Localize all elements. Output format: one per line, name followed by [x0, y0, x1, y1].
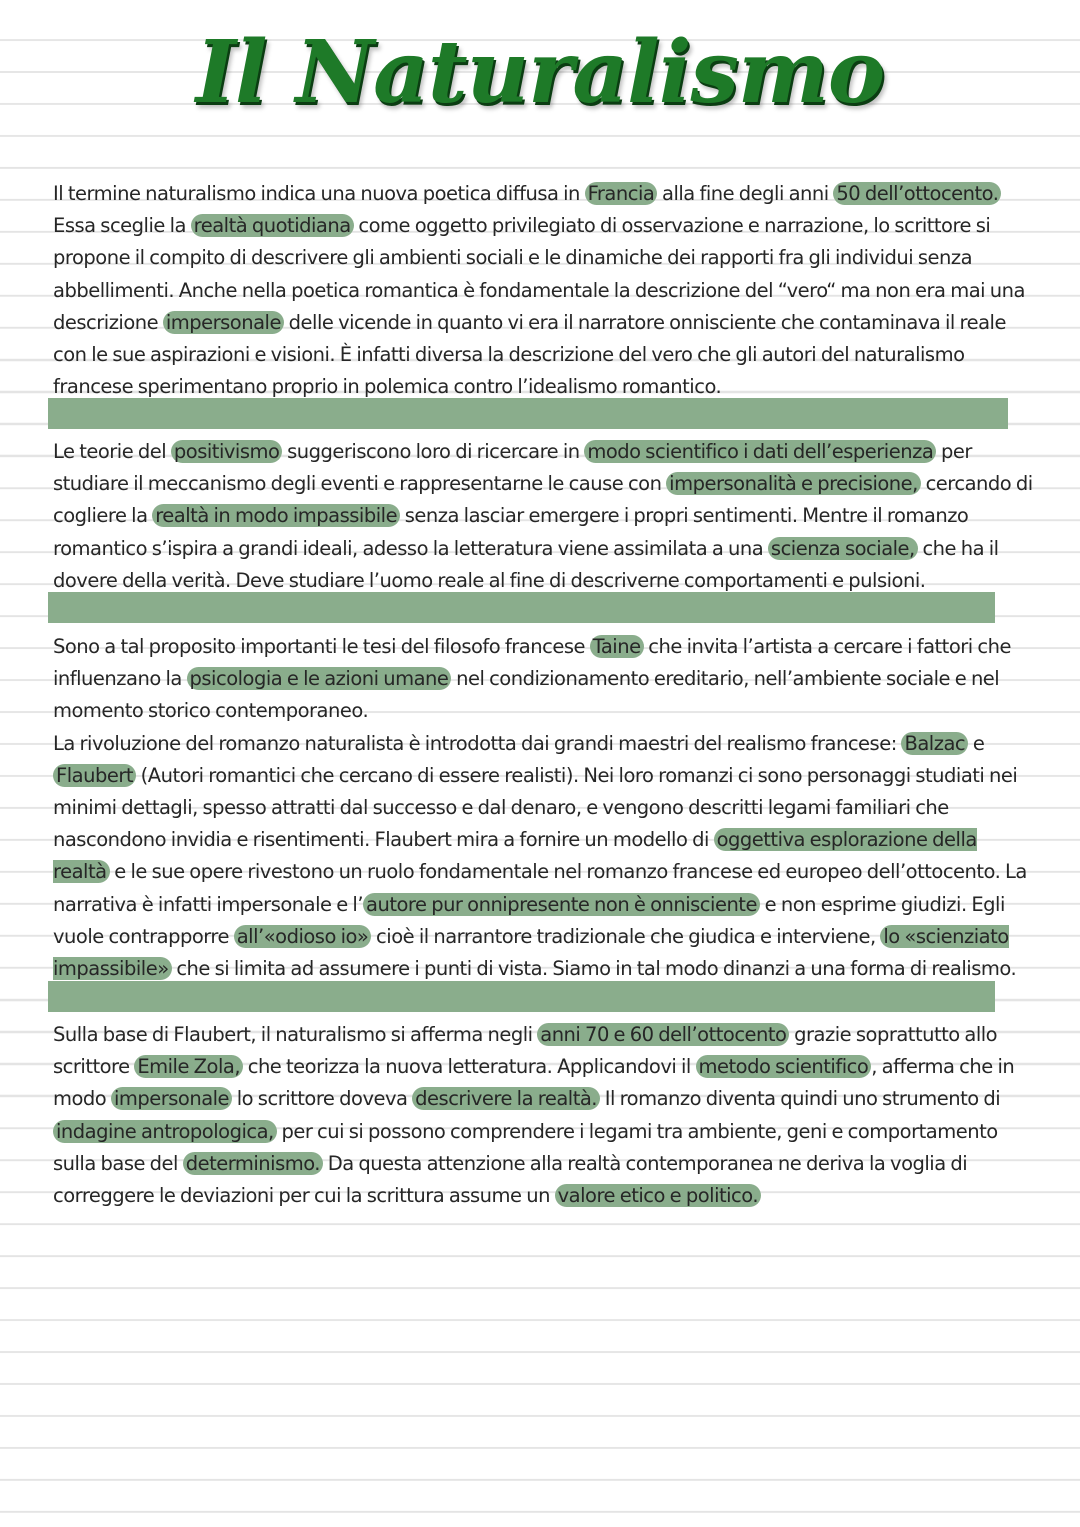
highlighted-term: metodo scientifico — [696, 1055, 872, 1078]
paragraph-positivismo — [53, 436, 1033, 597]
highlighted-term: impersonale — [111, 1087, 232, 1110]
highlighted-term: valore etico e politico. — [555, 1184, 761, 1207]
paragraph-taine-flaubert — [53, 631, 1033, 985]
highlighted-term: 50 dell’ottocento. — [833, 182, 1001, 205]
text-run: La rivoluzione del romanzo naturalista è introdotta dai grandi maestri del realismo francese: — [53, 731, 902, 755]
highlighted-term: oggettiva esplorazione della realtà — [53, 828, 977, 884]
text-run: lo scrittore doveva — [232, 1087, 413, 1111]
highlighted-term: modo scientifico i dati dell’esperienza — [584, 440, 936, 463]
highlighted-term: Balzac — [901, 732, 968, 755]
text-run: (Autori romantici che cercano di essere realisti). Nei loro romanzi ci sono personaggi studiati nei minimi dettagli, spesso attratti dal successo e dal denaro, e vengono descritti legami familiari che nascondono invidia e risentimenti. Flaubert mira a fornire un modello di — [53, 763, 1018, 852]
highlighted-term: scienza sociale, — [768, 537, 918, 560]
text-run: come oggetto privilegiato di osservazione e narrazione, lo scrittore si propone il compito di descrivere gli ambienti sociali e le dinamiche dei rapporti fra gli individui senza abbellimenti. Anche nella poetica romantica è fondamentale la descrizione del “vero“ ma non era mai una descrizione — [53, 214, 1025, 334]
highlighted-term: Francia — [585, 182, 658, 205]
highlighted-term: impersonalità e precisione, — [666, 472, 921, 495]
text-run: Essa sceglie la — [53, 214, 191, 238]
paragraph-intro — [53, 178, 1033, 403]
text-run: che teorizza la nuova letteratura. Applicandovi il — [243, 1055, 696, 1079]
text-run: che si limita ad assumere i punti di vista. Siamo in tal modo dinanzi a una forma di realismo. — [171, 957, 1017, 981]
text-run: e non esprime giudizi. Egli vuole contrapporre — [53, 892, 1005, 948]
text-run: delle vicende in quanto vi era il narratore onnisciente che contaminava il reale con le sue aspirazioni e visioni. È infatti diversa la descrizione del vero che gli autori del naturalismo francese sperimentano proprio in polemica contro l’idealismo romantico. — [53, 310, 1006, 399]
highlighted-term: Flaubert — [53, 764, 136, 787]
text-run: che ha il dovere della verità. Deve studiare l’uomo reale al fine di descriverne comportamenti e pulsioni. — [53, 536, 999, 592]
text-run: suggeriscono loro di ricercare in — [282, 440, 585, 463]
text-run: e — [968, 731, 985, 755]
text-run: alla fine degli anni — [657, 182, 834, 205]
highlighted-term: anni 70 e 60 dell’ottocento — [537, 1023, 789, 1046]
paragraph-zola — [53, 1019, 1033, 1212]
text-run: , afferma che in modo — [53, 1055, 1015, 1111]
highlighted-term: lo «scienziato impassibile» — [53, 924, 1009, 981]
highlighted-term: all’«odioso io» — [234, 925, 372, 948]
text-run: nel condizionamento ereditario, nell’ambiente sociale e nel momento storico contemporaneo. — [53, 667, 1000, 723]
text-run: Le teorie del — [53, 440, 171, 463]
highlighted-term: realtà quotidiana — [191, 214, 354, 237]
highlighted-term: indagine antropologica, — [53, 1120, 277, 1143]
text-run: grazie soprattutto allo scrittore — [53, 1023, 998, 1079]
highlighted-term: impersonale — [163, 311, 284, 334]
separator-band — [48, 398, 1008, 429]
highlighted-term: descrivere la realtà. — [412, 1087, 600, 1110]
separator-band — [48, 981, 995, 1012]
highlighted-term: positivismo — [171, 440, 283, 463]
highlighted-term: realtà in modo impassibile — [152, 504, 400, 527]
separator-band — [48, 592, 995, 623]
highlighted-term: Taine — [590, 635, 644, 658]
text-run: Sulla base di Flaubert, il naturalismo si afferma negli — [53, 1023, 538, 1046]
text-run: per studiare il meccanismo degli eventi e rappresentarne le cause con — [53, 440, 972, 496]
text-run: Il romanzo diventa quindi uno strumento di — [600, 1087, 1001, 1111]
text-run: che invita l’artista a cercare i fattori che influenzano la — [53, 635, 1011, 691]
text-run: cioè il narrantore tradizionale che giudica e interviene, — [371, 924, 881, 948]
highlighted-term: autore pur onnipresente non è onnisciente — [363, 893, 760, 916]
highlighted-term: determinismo. — [183, 1152, 323, 1175]
highlighted-term: Emile Zola, — [134, 1055, 243, 1078]
text-run: Da questa attenzione alla realtà contemporanea ne deriva la voglia di correggere le deviazioni per cui la scrittura assume un — [53, 1151, 968, 1208]
text-run: senza lasciar emergere i propri sentimenti. Mentre il romanzo romantico s’ispira a grandi ideali, adesso la letteratura viene assimilata a una — [53, 504, 969, 560]
text-run: e le sue opere rivestono un ruolo fondamentale nel romanzo francese ed europeo dell’ottocento. La narrativa è infatti impersonale e l’ — [53, 860, 1027, 916]
text-run: per cui si possono comprendere i legami tra ambiente, geni e comportamento sulla base del — [53, 1119, 998, 1175]
highlighted-term: psicologia e le azioni umane — [187, 667, 452, 690]
text-run: Sono a tal proposito importanti le tesi del filosofo francese — [53, 635, 590, 658]
text-run: Il termine naturalismo indica una nuova poetica diffusa in — [53, 182, 585, 205]
text-run: cercando di cogliere la — [53, 472, 1033, 528]
page-title: Il Naturalismo — [195, 22, 885, 123]
